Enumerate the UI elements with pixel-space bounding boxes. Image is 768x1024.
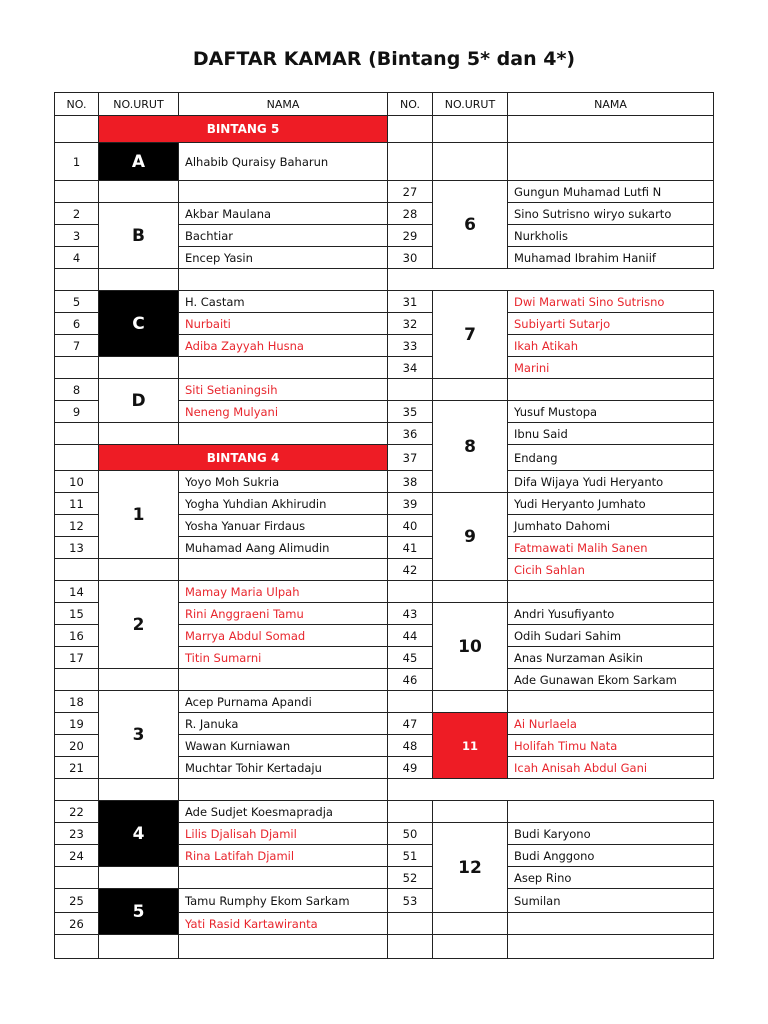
- banner-bintang-5: BINTANG 5: [98, 115, 388, 143]
- empty-cell: [387, 142, 433, 181]
- guest-name: Neneng Mulyani: [178, 400, 388, 423]
- guest-number: 2: [54, 202, 99, 225]
- empty-cell: [178, 668, 388, 691]
- empty-cell: [387, 934, 433, 959]
- room-label-a: A: [98, 142, 179, 181]
- guest-name: Adiba Zayyah Husna: [178, 334, 388, 357]
- empty-cell: [178, 268, 388, 291]
- guest-number: 16: [54, 624, 99, 647]
- guest-number: 32: [387, 312, 433, 335]
- guest-name: Budi Karyono: [507, 822, 714, 845]
- guest-number: 3: [54, 224, 99, 247]
- guest-number: 49: [387, 756, 433, 779]
- guest-name: Ade Gunawan Ekom Sarkam: [507, 668, 714, 691]
- guest-name: Icah Anisah Abdul Gani: [507, 756, 714, 779]
- guest-number: 31: [387, 290, 433, 313]
- empty-cell: [507, 934, 714, 959]
- guest-number: 10: [54, 470, 99, 493]
- header-nama: NAMA: [178, 92, 388, 116]
- empty-cell: [98, 422, 179, 445]
- guest-number: 25: [54, 888, 99, 913]
- guest-name: Endang: [507, 444, 714, 471]
- guest-number: 26: [54, 912, 99, 935]
- guest-number: 7: [54, 334, 99, 357]
- empty-cell: [98, 934, 179, 959]
- guest-name: Odih Sudari Sahim: [507, 624, 714, 647]
- room-label-8: 8: [432, 400, 508, 493]
- empty-cell: [98, 866, 179, 889]
- empty-cell: [387, 580, 433, 603]
- header-no-urut: NO.URUT: [98, 92, 179, 116]
- guest-name: Muhamad Ibrahim Haniif: [507, 246, 714, 269]
- empty-cell: [54, 422, 99, 445]
- room-label-5: 5: [98, 888, 179, 935]
- guest-name: Rini Anggraeni Tamu: [178, 602, 388, 625]
- guest-number: 8: [54, 378, 99, 401]
- header-no: NO.: [54, 92, 99, 116]
- guest-name: Alhabib Quraisy Baharun: [178, 142, 388, 181]
- guest-number: 35: [387, 400, 433, 423]
- room-label-11: 11: [432, 712, 508, 779]
- room-label-10: 10: [432, 602, 508, 691]
- guest-name: Titin Sumarni: [178, 646, 388, 669]
- guest-name: Ade Sudjet Koesmapradja: [178, 800, 388, 823]
- empty-cell: [98, 268, 179, 291]
- empty-cell: [432, 800, 508, 823]
- guest-number: 19: [54, 712, 99, 735]
- guest-number: 4: [54, 246, 99, 269]
- header-nama-right: NAMA: [507, 92, 714, 116]
- header-no-right: NO.: [387, 92, 433, 116]
- empty-cell: [387, 690, 433, 713]
- guest-number: 1: [54, 142, 99, 181]
- guest-number: 34: [387, 356, 433, 379]
- empty-cell: [98, 180, 179, 203]
- guest-name: Acep Purnama Apandi: [178, 690, 388, 713]
- guest-number: 42: [387, 558, 433, 581]
- guest-number: 9: [54, 400, 99, 423]
- empty-cell: [54, 866, 99, 889]
- guest-name: Muchtar Tohir Kertadaju: [178, 756, 388, 779]
- guest-number: 37: [387, 444, 433, 471]
- guest-number: 47: [387, 712, 433, 735]
- guest-number: 5: [54, 290, 99, 313]
- guest-number: 29: [387, 224, 433, 247]
- room-label-3: 3: [98, 690, 179, 779]
- guest-name: Budi Anggono: [507, 844, 714, 867]
- guest-name: Ibnu Said: [507, 422, 714, 445]
- guest-number: 43: [387, 602, 433, 625]
- guest-name: Holifah Timu Nata: [507, 734, 714, 757]
- guest-number: 12: [54, 514, 99, 537]
- empty-cell: [54, 356, 99, 379]
- empty-cell: [432, 934, 508, 959]
- guest-number: 53: [387, 888, 433, 913]
- guest-name: Nurbaiti: [178, 312, 388, 335]
- empty-cell: [507, 378, 714, 401]
- guest-name: Ikah Atikah: [507, 334, 714, 357]
- empty-cell: [54, 268, 99, 291]
- guest-number: 20: [54, 734, 99, 757]
- guest-number: 11: [54, 492, 99, 515]
- empty-cell: [178, 422, 388, 445]
- guest-name: Lilis Djalisah Djamil: [178, 822, 388, 845]
- guest-number: 6: [54, 312, 99, 335]
- room-label-12: 12: [432, 822, 508, 913]
- room-label-d: D: [98, 378, 179, 423]
- header-no-urut-right: NO.URUT: [432, 92, 508, 116]
- empty-cell: [178, 866, 388, 889]
- guest-name: Difa Wijaya Yudi Heryanto: [507, 470, 714, 493]
- guest-name: Bachtiar: [178, 224, 388, 247]
- empty-cell: [432, 378, 508, 401]
- guest-number: 44: [387, 624, 433, 647]
- guest-number: 41: [387, 536, 433, 559]
- guest-name: Yoyo Moh Sukria: [178, 470, 388, 493]
- room-label-b: B: [98, 202, 179, 269]
- empty-cell: [178, 934, 388, 959]
- empty-cell: [387, 800, 433, 823]
- empty-cell: [54, 115, 99, 143]
- guest-name: Tamu Rumphy Ekom Sarkam: [178, 888, 388, 913]
- guest-number: 46: [387, 668, 433, 691]
- empty-cell: [387, 378, 433, 401]
- guest-number: 50: [387, 822, 433, 845]
- guest-number: 40: [387, 514, 433, 537]
- room-label-2: 2: [98, 580, 179, 669]
- empty-cell: [432, 580, 508, 603]
- guest-name: Yudi Heryanto Jumhato: [507, 492, 714, 515]
- guest-name: Dwi Marwati Sino Sutrisno: [507, 290, 714, 313]
- room-label-c: C: [98, 290, 179, 357]
- guest-name: Sino Sutrisno wiryo sukarto: [507, 202, 714, 225]
- guest-name: Yati Rasid Kartawiranta: [178, 912, 388, 935]
- guest-name: Encep Yasin: [178, 246, 388, 269]
- guest-name: Gungun Muhamad Lutfi N: [507, 180, 714, 203]
- room-label-9: 9: [432, 492, 508, 581]
- guest-number: 15: [54, 602, 99, 625]
- guest-number: 28: [387, 202, 433, 225]
- guest-number: 52: [387, 866, 433, 889]
- guest-name: Yogha Yuhdian Akhirudin: [178, 492, 388, 515]
- empty-cell: [432, 690, 508, 713]
- guest-number: 27: [387, 180, 433, 203]
- banner-bintang-4: BINTANG 4: [98, 444, 388, 471]
- empty-cell: [178, 180, 388, 203]
- guest-name: Siti Setianingsih: [178, 378, 388, 401]
- empty-cell: [507, 580, 714, 603]
- guest-number: 21: [54, 756, 99, 779]
- guest-number: 51: [387, 844, 433, 867]
- guest-name: Yosha Yanuar Firdaus: [178, 514, 388, 537]
- guest-name: Mamay Maria Ulpah: [178, 580, 388, 603]
- guest-name: Muhamad Aang Alimudin: [178, 536, 388, 559]
- empty-cell: [54, 668, 99, 691]
- empty-cell: [432, 115, 508, 143]
- room-label-6: 6: [432, 180, 508, 269]
- guest-name: Asep Rino: [507, 866, 714, 889]
- guest-name: R. Januka: [178, 712, 388, 735]
- guest-number: 14: [54, 580, 99, 603]
- guest-number: 23: [54, 822, 99, 845]
- empty-cell: [98, 558, 179, 581]
- empty-cell: [507, 912, 714, 935]
- page-title: DAFTAR KAMAR (Bintang 5* dan 4*): [192, 48, 576, 70]
- guest-name: H. Castam: [178, 290, 388, 313]
- guest-name: Jumhato Dahomi: [507, 514, 714, 537]
- empty-cell: [54, 934, 99, 959]
- guest-name: Ai Nurlaela: [507, 712, 714, 735]
- guest-name: Marini: [507, 356, 714, 379]
- empty-cell: [54, 180, 99, 203]
- room-label-7: 7: [432, 290, 508, 379]
- guest-number: 13: [54, 536, 99, 559]
- guest-number: 18: [54, 690, 99, 713]
- empty-cell: [54, 778, 99, 801]
- room-label-4: 4: [98, 800, 179, 867]
- guest-name: Yusuf Mustopa: [507, 400, 714, 423]
- empty-cell: [507, 690, 714, 713]
- empty-cell: [98, 668, 179, 691]
- empty-cell: [507, 142, 714, 181]
- guest-name: Fatmawati Malih Sanen: [507, 536, 714, 559]
- empty-cell: [387, 912, 433, 935]
- guest-number: 24: [54, 844, 99, 867]
- guest-name: Marrya Abdul Somad: [178, 624, 388, 647]
- empty-cell: [507, 115, 714, 143]
- room-label-1: 1: [98, 470, 179, 559]
- empty-cell: [178, 778, 388, 801]
- guest-name: Rina Latifah Djamil: [178, 844, 388, 867]
- guest-name: Andri Yusufiyanto: [507, 602, 714, 625]
- empty-cell: [432, 912, 508, 935]
- guest-number: 38: [387, 470, 433, 493]
- guest-name: Anas Nurzaman Asikin: [507, 646, 714, 669]
- guest-name: Cicih Sahlan: [507, 558, 714, 581]
- guest-number: 17: [54, 646, 99, 669]
- guest-number: 39: [387, 492, 433, 515]
- empty-cell: [387, 115, 433, 143]
- guest-number: 33: [387, 334, 433, 357]
- guest-number: 45: [387, 646, 433, 669]
- empty-cell: [507, 800, 714, 823]
- guest-number: 30: [387, 246, 433, 269]
- empty-cell: [432, 142, 508, 181]
- guest-name: Nurkholis: [507, 224, 714, 247]
- guest-name: Subiyarti Sutarjo: [507, 312, 714, 335]
- empty-cell: [54, 444, 99, 471]
- guest-name: Akbar Maulana: [178, 202, 388, 225]
- guest-number: 22: [54, 800, 99, 823]
- empty-cell: [178, 356, 388, 379]
- guest-number: 36: [387, 422, 433, 445]
- empty-cell: [98, 356, 179, 379]
- guest-number: 48: [387, 734, 433, 757]
- guest-name: Wawan Kurniawan: [178, 734, 388, 757]
- guest-name: Sumilan: [507, 888, 714, 913]
- empty-cell: [98, 778, 179, 801]
- empty-cell: [54, 558, 99, 581]
- empty-cell: [178, 558, 388, 581]
